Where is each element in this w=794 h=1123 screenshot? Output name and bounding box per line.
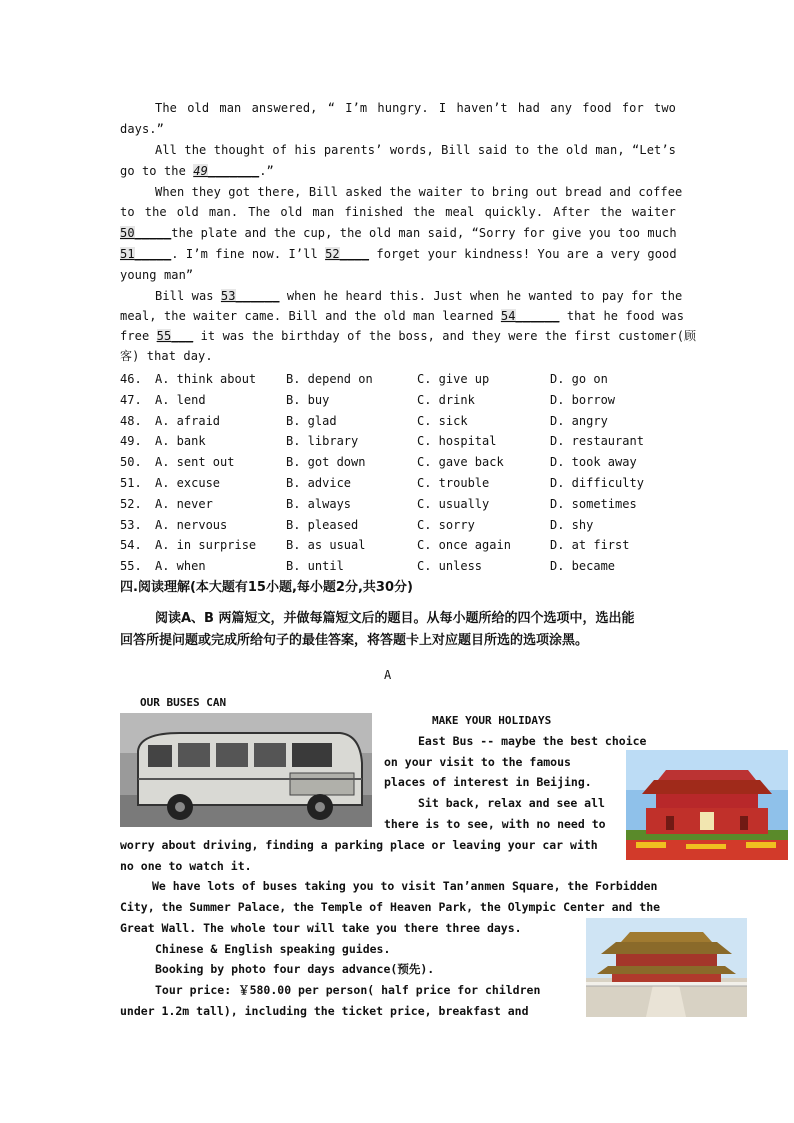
ad-text-line: Sit back, relax and see all xyxy=(418,796,605,810)
question-number: 54. xyxy=(120,538,142,553)
answer-option: A. never xyxy=(155,496,213,511)
option-row xyxy=(120,556,676,576)
ad-text-line: Tour price: ￥580.00 per person( half price for children xyxy=(155,983,541,997)
option-row xyxy=(120,431,676,451)
blank-55: 55___ xyxy=(156,329,194,343)
passage-label: A xyxy=(384,668,392,682)
answer-option: D. angry xyxy=(550,413,608,428)
instructions-line: 阅读A、B 两篇短文，并做每篇短文后的题目。从每小题所给的四个选项中，选出能 xyxy=(155,611,635,626)
answer-option: C. drink xyxy=(417,392,475,407)
story-line: go to the 49_______.” xyxy=(120,164,274,178)
answer-option: A. sent out xyxy=(155,455,235,470)
answer-option: D. borrow xyxy=(550,392,616,407)
ad-text-line: under 1.2m tall), including the ticket price, breakfast and xyxy=(120,1004,529,1018)
story-line: young man” xyxy=(120,268,194,282)
answer-option: A. afraid xyxy=(155,413,221,428)
answer-option: B. got down xyxy=(286,455,366,470)
option-row xyxy=(120,369,676,389)
question-number: 52. xyxy=(120,496,142,511)
question-number: 49. xyxy=(120,434,142,449)
story-line: 50_____the plate and the cup, the old man said, “Sorry for give you too much xyxy=(120,226,677,240)
answer-option: B. pleased xyxy=(286,517,359,532)
answer-option: D. took away xyxy=(550,455,637,470)
story-line: to the old man. The old man finished the meal quickly. After the waiter xyxy=(120,205,676,219)
answer-option: A. lend xyxy=(155,392,206,407)
story-line: Bill was 53______ when he heard this. Just when he wanted to pay for the xyxy=(155,289,683,303)
blank-52: 52____ xyxy=(325,247,370,261)
option-row xyxy=(120,452,676,472)
bus-photo xyxy=(120,713,372,827)
answer-option: C. unless xyxy=(417,559,483,574)
answer-option: D. sometimes xyxy=(550,496,637,511)
answer-option: B. as usual xyxy=(286,538,366,553)
answer-option: C. trouble xyxy=(417,476,490,490)
ad-headline-right: MAKE YOUR HOLIDAYS xyxy=(432,714,552,727)
blank-49: 49_______ xyxy=(193,164,260,178)
answer-option: A. nervous xyxy=(155,517,228,532)
answer-option: C. usually xyxy=(417,496,490,511)
answer-option: D. became xyxy=(550,559,616,574)
blank-53: 53______ xyxy=(220,289,280,303)
ad-text-line: East Bus -- maybe the best choice xyxy=(418,734,647,748)
answer-option: B. library xyxy=(286,434,359,449)
story-line: 客) that day. xyxy=(120,349,213,363)
answer-option: C. give up xyxy=(417,372,490,386)
answer-option: D. at first xyxy=(550,538,630,553)
tiananmen-photo xyxy=(626,750,788,860)
answer-option: A. when xyxy=(155,559,206,574)
answer-option: A. bank xyxy=(155,434,206,449)
answer-option: A. think about xyxy=(155,372,257,386)
ad-headline-left: OUR BUSES CAN xyxy=(140,696,227,709)
instructions-line: 回答所提问题或完成所给句子的最佳答案，将答题卡上对应题目所选的选项涂黑。 xyxy=(120,633,589,648)
answer-option: B. glad xyxy=(286,413,337,428)
answer-option: D. restaurant xyxy=(550,434,644,449)
ad-text-line: on your visit to the famous xyxy=(384,755,571,769)
answer-option: D. difficulty xyxy=(550,476,644,490)
option-row xyxy=(120,411,676,431)
option-row xyxy=(120,494,676,514)
ad-text-line: Great Wall. The whole tour will take you there three days. xyxy=(120,921,522,935)
answer-option: C. sick xyxy=(417,413,468,428)
answer-option: C. hospital xyxy=(417,434,497,449)
blank-54: 54______ xyxy=(500,309,560,323)
blank-50: 50_____ xyxy=(120,226,172,240)
question-number: 55. xyxy=(120,559,142,574)
ad-text-line: We have lots of buses taking you to visit Tan’anmen Square, the Forbidden xyxy=(152,879,658,893)
question-number: 46. xyxy=(120,372,142,386)
answer-option: D. shy xyxy=(550,517,594,532)
question-number: 48. xyxy=(120,413,142,428)
question-number: 50. xyxy=(120,455,142,470)
story-line: days.” xyxy=(120,122,164,136)
section-heading: 四.阅读理解(本大题有15小题,每小题2分,共30分) xyxy=(120,580,413,595)
answer-option: B. always xyxy=(286,496,352,511)
ad-text-line: Chinese & English speaking guides. xyxy=(155,942,391,956)
story-line: The old man answered, “ I’m hungry. I haven’t had any food for two xyxy=(155,101,676,115)
story-line: meal, the waiter came. Bill and the old man learned 54______ that he food was xyxy=(120,309,685,323)
answer-option: C. once again xyxy=(417,538,511,553)
blank-51: 51_____ xyxy=(120,247,172,261)
story-line: All the thought of his parents’ words, Bill said to the old man, “Let’s xyxy=(155,143,676,157)
option-row xyxy=(120,535,676,555)
story-line: 51_____. I’m fine now. I’ll 52____ forget your kindness! You are a very good xyxy=(120,247,677,261)
ad-text-line: there is to see, with no need to xyxy=(384,817,606,831)
answer-option: C. sorry xyxy=(417,517,475,532)
answer-option: A. excuse xyxy=(155,476,221,490)
answer-option: B. until xyxy=(286,559,344,574)
palace-photo xyxy=(586,918,747,1017)
option-row xyxy=(120,473,676,493)
ad-text-line: Booking by photo four days advance(预先). xyxy=(155,962,435,976)
answer-option: D. go on xyxy=(550,372,608,386)
answer-option: C. gave back xyxy=(417,455,504,470)
ad-text-line: worry about driving, finding a parking place or leaving your car with xyxy=(120,838,598,852)
answer-option: B. depend on xyxy=(286,372,373,386)
question-number: 53. xyxy=(120,517,142,532)
ad-text-line: places of interest in Beijing. xyxy=(384,775,592,789)
answer-option: A. in surprise xyxy=(155,538,257,553)
question-number: 51. xyxy=(120,476,142,490)
answer-option: B. buy xyxy=(286,392,330,407)
answer-option: B. advice xyxy=(286,476,352,490)
option-row xyxy=(120,515,676,535)
ad-text-line: City, the Summer Palace, the Temple of Heaven Park, the Olympic Center and the xyxy=(120,900,661,914)
option-row xyxy=(120,390,676,410)
ad-text-line: no one to watch it. xyxy=(120,859,252,873)
story-line: When they got there, Bill asked the waiter to bring out bread and coffee xyxy=(155,185,683,199)
question-number: 47. xyxy=(120,392,142,407)
story-line: free 55___ it was the birthday of the boss, and they were the first customer(顾 xyxy=(120,329,697,343)
